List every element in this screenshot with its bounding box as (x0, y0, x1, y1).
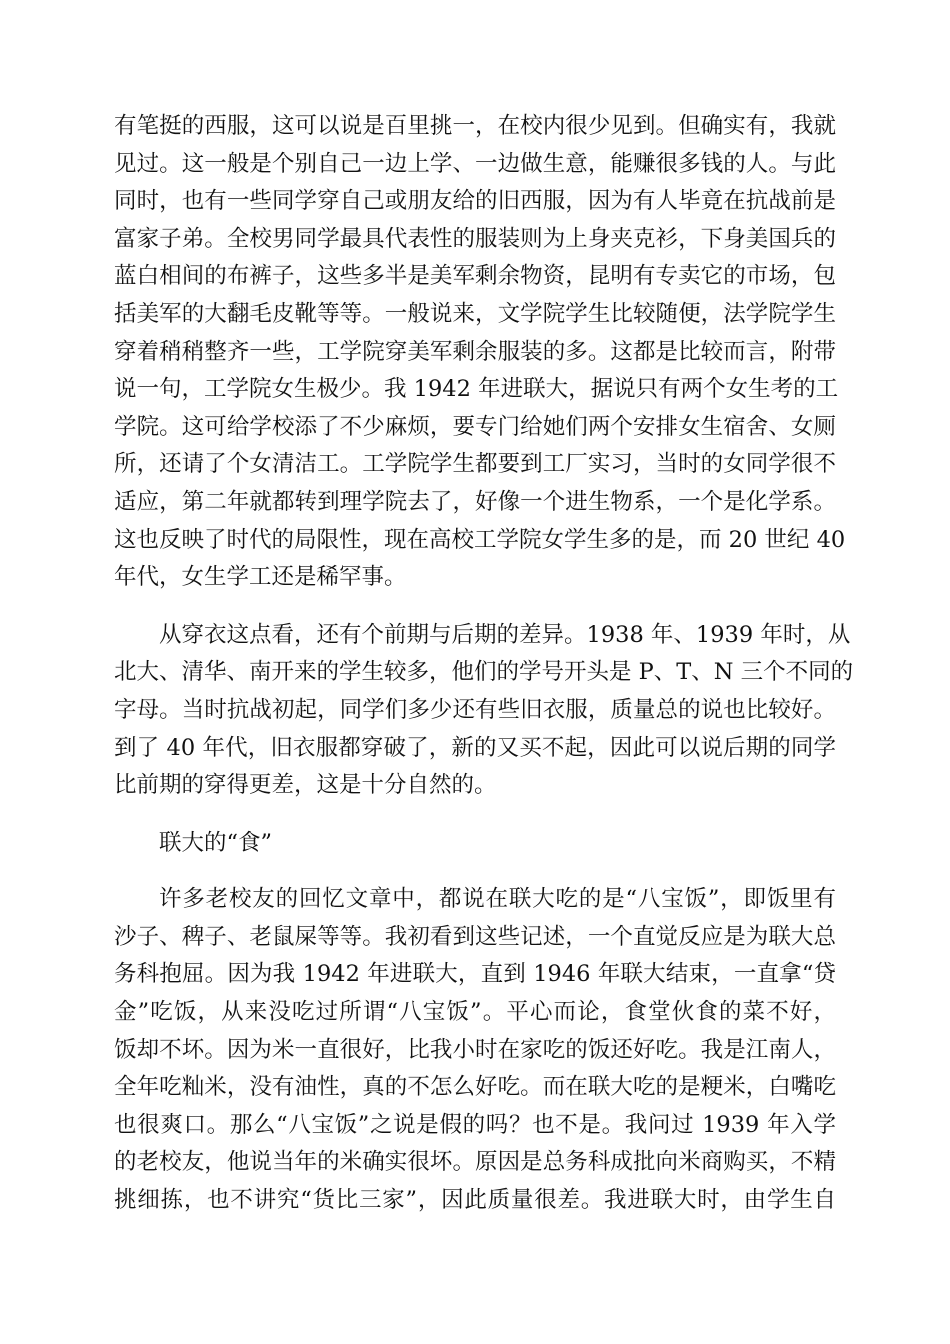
paragraph-spacing (114, 597, 836, 617)
text-line: 比前期的穿得更差，这是十分自然的。 (114, 772, 497, 799)
paragraph-clothing-2 (114, 617, 854, 805)
text-line: 沙子、稗子、老鼠屎等等。我初看到这些记述，一个直觉反应是为联大总 (114, 923, 836, 950)
text-line: 的老校友，他说当年的米确实很坏。原因是总务科成批向米商购买，不精 (114, 1149, 836, 1176)
document-page (114, 108, 854, 1220)
text-line: 同时，也有一些同学穿自己或朋友给的旧西服，因为有人毕竟在抗战前是 (114, 188, 836, 215)
text-line: 有笔挺的西服，这可以说是百里挑一，在校内很少见到。但确实有，我就 (114, 113, 836, 139)
text-line: 学院。这可给学校添了不少麻烦，要专门给她们两个安排女生宿舍、女厕 (114, 413, 836, 440)
text-line: 挑细拣，也不讲究“货比三家”，因此质量很差。我进联大时，由学生自 (114, 1187, 836, 1214)
text-line: 见过。这一般是个别自己一边上学、一边做生意，能赚很多钱的人。与此 (114, 150, 836, 177)
text-line: 括美军的大翻毛皮靴等等。一般说来，文学院学生比较随便，法学院学生 (114, 300, 836, 327)
text-line: 适应，第二年就都转到理学院去了，好像一个进生物系，一个是化学系。 (114, 488, 836, 515)
paragraph-spacing (114, 805, 836, 825)
text-line: 这也反映了时代的局限性，现在高校工学院女学生多的是，而 20 世纪 40 (114, 526, 846, 553)
text-line: 蓝白相间的布裤子，这些多半是美军剩余物资，昆明有专卖它的市场，包 (114, 263, 836, 290)
text-line: 金”吃饭，从来没吃过所谓“八宝饭”。平心而论，食堂伙食的菜不好， (114, 999, 836, 1026)
text-line: 饭却不坏。因为米一直很好，比我小时在家吃的饭还好吃。我是江南人， (114, 1036, 836, 1063)
section-heading-food (114, 825, 836, 863)
text-line: 从穿衣这点看，还有个前期与后期的差异。1938 年、1939 年时，从 (159, 621, 851, 648)
text-line: 说一句，工学院女生极少。我 1942 年进联大，据说只有两个女生考的工 (114, 376, 839, 403)
text-line: 务科抱屈。因为我 1942 年进联大，直到 1946 年联大结束，一直拿“贷 (114, 961, 836, 988)
text-line: 北大、清华、南开来的学生较多，他们的学号开头是 P、T、N 三个不同的 (114, 659, 854, 686)
section-heading: 联大的“食” (159, 829, 273, 856)
text-line: 年代，女生学工还是稀罕事。 (114, 564, 407, 591)
text-line: 许多老校友的回忆文章中，都说在联大吃的是“八宝饭”，即饭里有 (159, 886, 836, 913)
paragraph-clothing-1 (114, 108, 846, 597)
text-line: 富家子弟。全校男同学最具代表性的服装则为上身夹克衫，下身美国兵的 (114, 225, 836, 252)
text-line: 所，还请了个女清洁工。工学院学生都要到工厂实习，当时的女同学很不 (114, 451, 836, 478)
text-line: 全年吃籼米，没有油性，真的不怎么好吃。而在联大吃的是粳米，白嘴吃 (114, 1074, 836, 1101)
text-line: 字母。当时抗战初起，同学们多少还有些旧衣服，质量总的说也比较好。 (114, 696, 836, 723)
text-line: 到了 40 年代，旧衣服都穿破了，新的又买不起，因此可以说后期的同学 (114, 734, 836, 761)
paragraph-food-1 (114, 881, 836, 1219)
text-line: 穿着稍稍整齐一些，工学院穿美军剩余服装的多。这都是比较而言，附带 (114, 338, 836, 365)
paragraph-spacing (114, 862, 836, 881)
text-line: 也很爽口。那么“八宝饭”之说是假的吗？也不是。我问过 1939 年入学 (114, 1111, 836, 1138)
